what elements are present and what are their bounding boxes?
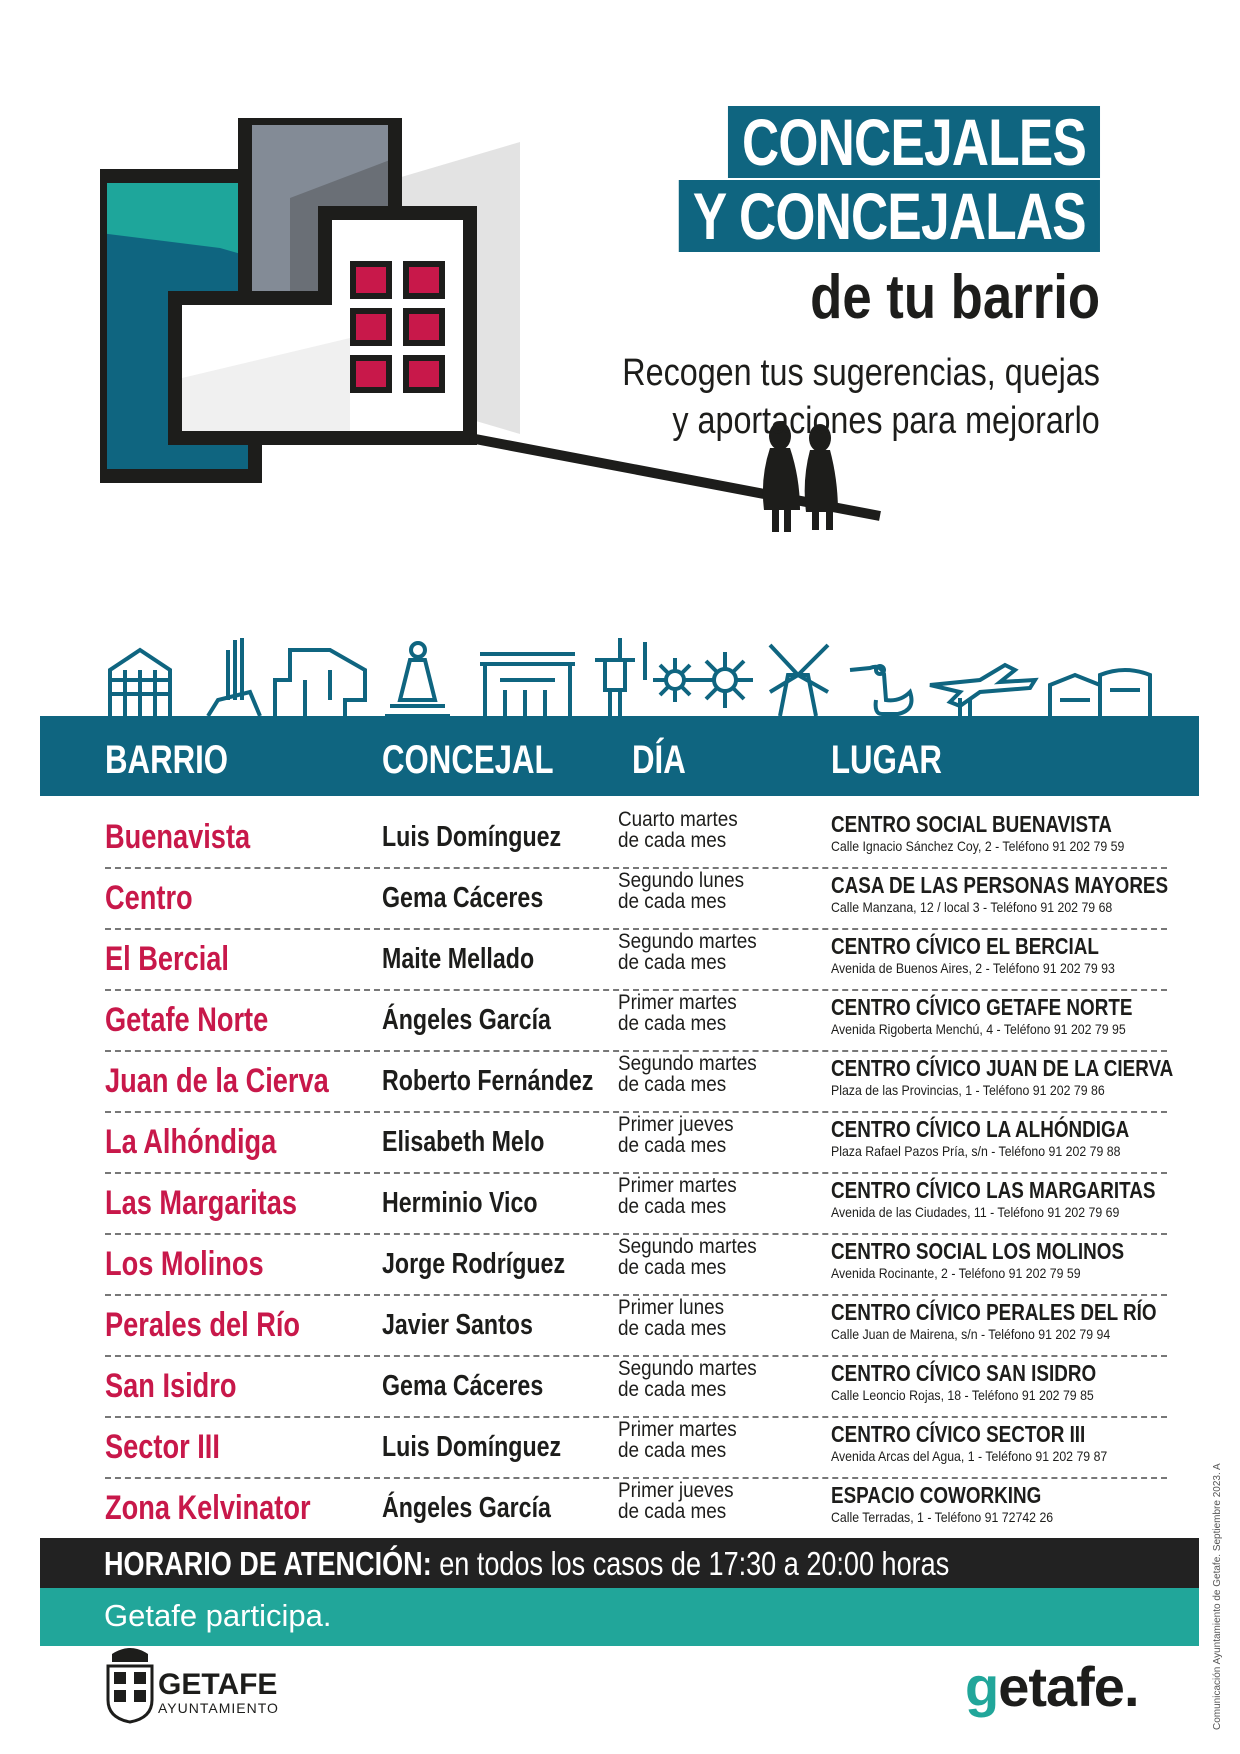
header-dia: DÍA [632,738,686,782]
airplane-icon [930,665,1035,716]
direccion-cell: Avenida Arcas del Agua, 1 - Teléfono 91 202 79 87 [831,1448,1108,1464]
direccion-cell: Calle Ignacio Sánchez Coy, 2 - Teléfono 91 202 79 59 [831,838,1125,854]
direccion-cell: Calle Terradas, 1 - Teléfono 91 72742 26 [831,1509,1054,1525]
dia-line-1: Segundo martes [618,1357,757,1380]
dia-line-1: Cuarto martes [618,808,738,831]
title-line-3: de tu barrio [810,263,1100,332]
windmill-icon [770,645,828,716]
barrio-cell: San Isidro [105,1367,237,1405]
dia-line-1: Primer jueves [618,1479,734,1502]
brand-rest: etafe. [998,1655,1139,1718]
modern-building-icon [275,650,365,716]
lugar-cell: CENTRO SOCIAL BUENAVISTA [831,811,1112,837]
logo-name: GETAFE [158,1668,278,1701]
lugar-cell: CENTRO CÍVICO LAS MARGARITAS [831,1177,1156,1203]
lugar-cell: CENTRO CÍVICO SECTOR III [831,1421,1086,1447]
concejal-cell: Luis Domínguez [382,1431,562,1463]
table-row [105,1296,1167,1357]
logo-subtitle: AYUNTAMIENTO [158,1700,279,1716]
dia-line-1: Primer martes [618,1418,737,1441]
intro-line-1: Recogen tus sugerencias, quejas [622,352,1100,394]
direccion-cell: Calle Juan de Mairena, s/n - Teléfono 91 202 79 94 [831,1326,1111,1342]
dia-line-2: de cada mes [618,890,727,913]
dia-line-1: Segundo martes [618,1052,757,1075]
dia-cell [618,1175,780,1217]
direccion-cell: Avenida Rigoberta Menchú, 4 - Teléfono 91 202 79 95 [831,1021,1126,1037]
dia-line-2: de cada mes [618,1500,727,1523]
getafe-brand-logo [965,1654,1139,1719]
direccion-cell: Plaza Rafael Pazos Pría, s/n - Teléfono 91 202 79 88 [831,1143,1121,1159]
barrio-cell: Los Molinos [105,1245,264,1283]
dia-cell [618,1419,780,1461]
table-row [105,1113,1167,1174]
civic-center-icon [1050,670,1150,716]
direccion-cell: Avenida de las Ciudades, 11 - Teléfono 91 202 79 69 [831,1204,1120,1220]
dia-line-1: Segundo martes [618,930,757,953]
table-row [105,808,1167,869]
concejal-cell: Elisabeth Melo [382,1126,545,1158]
factory-icon [110,650,170,716]
direccion-cell: Avenida de Buenos Aires, 2 - Teléfono 91 202 79 93 [831,960,1115,976]
barrio-cell: La Alhóndiga [105,1123,277,1161]
monument-icon [208,638,260,716]
barrio-cell: Las Margaritas [105,1184,297,1222]
table-row [105,1418,1167,1479]
dia-cell [618,809,780,851]
table-header [40,716,1199,796]
dia-line-2: de cada mes [618,829,727,852]
header-lugar: LUGAR [831,738,942,782]
dia-line-2: de cada mes [618,1378,727,1401]
coat-of-arms-icon [104,1646,156,1724]
concejal-cell: Luis Domínguez [382,821,562,853]
landmarks-skyline-icon [100,630,1180,720]
table-row [105,869,1167,930]
concejal-cell: Ángeles García [382,1492,551,1524]
table-row [105,930,1167,991]
direccion-cell: Avenida Rocinante, 2 - Teléfono 91 202 79 59 [831,1265,1081,1281]
palace-icon [480,654,575,716]
dia-cell [618,1053,780,1095]
direccion-cell: Calle Leoncio Rojas, 18 - Teléfono 91 202 79 85 [831,1387,1094,1403]
barrio-cell: Buenavista [105,818,251,856]
concejal-cell: Roberto Fernández [382,1065,594,1097]
participa-banner [40,1588,1199,1646]
hours-label: HORARIO DE ATENCIÓN: [104,1545,432,1582]
barrio-cell: El Bercial [105,940,229,978]
dia-cell [618,1236,780,1278]
lugar-cell: CASA DE LAS PERSONAS MAYORES [831,872,1169,898]
table-row [105,1479,1167,1538]
title-line-1: CONCEJALES [728,106,1100,178]
table-row [105,991,1167,1052]
lugar-cell: ESPACIO COWORKING [831,1482,1042,1508]
barrio-cell: Perales del Río [105,1306,301,1344]
lugar-cell: CENTRO CÍVICO PERALES DEL RÍO [831,1299,1157,1325]
dia-line-1: Primer martes [618,1174,737,1197]
lugar-cell: CENTRO CÍVICO GETAFE NORTE [831,994,1133,1020]
direccion-cell: Plaza de las Provincias, 1 - Teléfono 91 202 79 86 [831,1082,1105,1098]
flower-icon-2 [697,652,753,708]
dia-line-2: de cada mes [618,1439,727,1462]
dia-cell [618,1480,780,1522]
participa-text: Getafe participa. [104,1598,332,1633]
concejal-cell: Gema Cáceres [382,1370,544,1402]
stork-icon [850,666,912,714]
lugar-cell: CENTRO SOCIAL LOS MOLINOS [831,1238,1125,1264]
dia-line-2: de cada mes [618,1195,727,1218]
dia-line-2: de cada mes [618,1012,727,1035]
table-body [105,808,1174,1538]
dia-cell [618,870,780,912]
dia-cell [618,992,780,1034]
table-row [105,1174,1167,1235]
dia-line-2: de cada mes [618,1073,727,1096]
dia-cell [618,931,780,973]
dia-cell [618,1297,780,1339]
header-concejal: CONCEJAL [382,738,554,782]
dia-line-1: Primer jueves [618,1113,734,1136]
dia-line-1: Segundo martes [618,1235,757,1258]
direccion-cell: Calle Manzana, 12 / local 3 - Teléfono 91 202 79 68 [831,899,1113,915]
dia-cell [618,1114,780,1156]
barrio-cell: Centro [105,879,193,917]
barrio-cell: Juan de la Cierva [105,1062,329,1100]
dia-line-2: de cada mes [618,951,727,974]
lugar-cell: CENTRO CÍVICO EL BERCIAL [831,933,1099,959]
lugar-cell: CENTRO CÍVICO SAN ISIDRO [831,1360,1097,1386]
dia-cell [618,1358,780,1400]
intro-line-2: y aportaciones para mejorarlo [672,400,1100,442]
concejal-cell: Herminio Vico [382,1187,538,1219]
title-line-2: Y CONCEJALAS [679,180,1100,252]
flower-icon-1 [653,658,697,702]
concejal-cell: Jorge Rodríguez [382,1248,566,1280]
credit-line: Comunicación Ayuntamiento de Getafe. Septiembre 2023. A [1212,1463,1223,1730]
concejal-cell: Javier Santos [382,1309,533,1341]
statue-icon [385,643,450,716]
barrio-cell: Sector III [105,1428,220,1466]
dia-line-1: Segundo lunes [618,869,745,892]
dia-line-2: de cada mes [618,1134,727,1157]
hours-banner [40,1538,1199,1588]
tower-icon [595,638,645,716]
table-row [105,1235,1167,1296]
barrio-cell: Getafe Norte [105,1001,269,1039]
dia-line-2: de cada mes [618,1256,727,1279]
barrio-cell: Zona Kelvinator [105,1489,311,1527]
hours-text: en todos los casos de 17:30 a 20:00 horas [431,1545,950,1582]
lugar-cell: CENTRO CÍVICO LA ALHÓNDIGA [831,1116,1130,1142]
concejal-cell: Maite Mellado [382,943,535,975]
table-row [105,1052,1174,1113]
header-barrio: BARRIO [105,738,229,782]
brand-letter-g: g [965,1655,999,1718]
dia-line-2: de cada mes [618,1317,727,1340]
concejal-cell: Ángeles García [382,1004,551,1036]
dia-line-1: Primer martes [618,991,737,1014]
dia-line-1: Primer lunes [618,1296,725,1319]
concejal-cell: Gema Cáceres [382,882,544,914]
lugar-cell: CENTRO CÍVICO JUAN DE LA CIERVA [831,1055,1174,1081]
table-row [105,1357,1167,1418]
